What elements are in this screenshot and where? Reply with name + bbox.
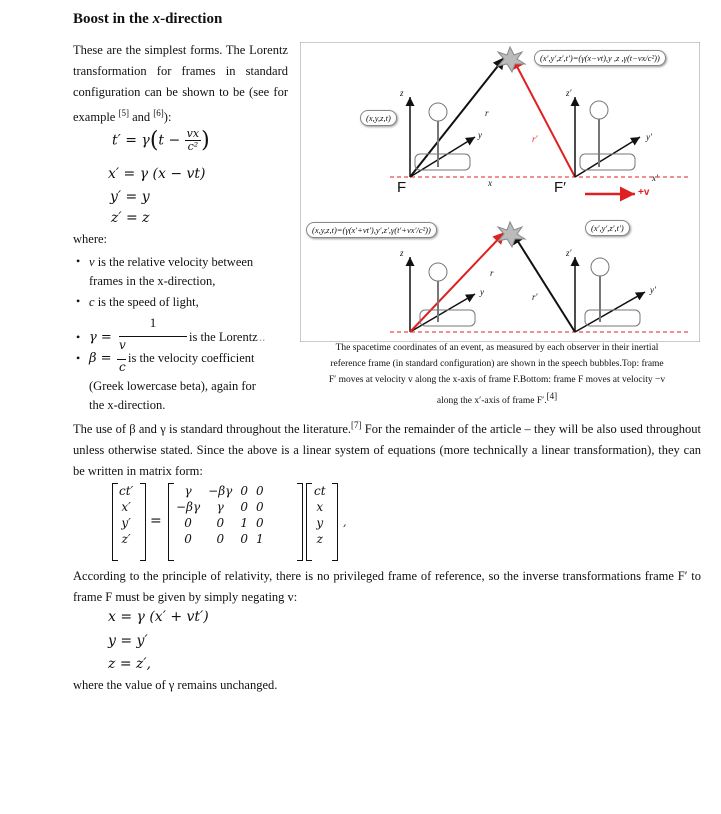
axis-label: y′ <box>650 285 656 295</box>
inverse-equation-y: y = y′ <box>108 633 148 649</box>
matrix-cell: −βγ <box>208 484 233 498</box>
matrix-cell: −βγ <box>176 500 201 514</box>
rhs-cell: z <box>316 532 323 546</box>
matrix-cell: γ <box>184 484 192 498</box>
axis-label: z′ <box>566 248 572 258</box>
matrix-cell: γ <box>216 500 224 514</box>
speech-bubble-top-right: (x′,y′,z′,t′)=(γ(x−vt),y ,z ,γ(t−vx/c²)) <box>534 50 666 66</box>
matrix-cell: 0 <box>255 516 264 530</box>
bullet-velocity: v is the relative velocity between <box>89 255 254 269</box>
frame-label-Fprime: F′ <box>554 179 566 196</box>
matrix-cell: 0 <box>216 532 225 546</box>
lhs-cell: ct′ <box>119 484 134 498</box>
bullet-dot: • <box>76 254 81 268</box>
velocity-label: +v <box>638 187 650 198</box>
citation-link[interactable]: [4] <box>546 391 558 401</box>
matrix-comma: , <box>343 516 347 529</box>
matrix-cell: 0 <box>255 484 264 498</box>
matrix-cell: 0 <box>184 532 192 546</box>
matrix-cell: 0 <box>184 516 192 530</box>
axis-label: z′ <box>566 88 572 98</box>
spacetime-figure <box>300 42 700 342</box>
axis-label: y <box>480 287 484 297</box>
speech-bubble-top-left: (x,y,z,t) <box>360 110 397 126</box>
axis-label: y <box>478 130 482 140</box>
equation-x: x′ = γ (x − vt) <box>108 166 206 182</box>
rhs-cell: x <box>316 500 324 514</box>
paragraph-relativity: According to the principle of relativity, there is no privileged frame of reference, so the inverse transformations frame F′ to frame F must be given by simply negating v: <box>73 569 701 604</box>
bullet-gamma: γ = 1 is the Lorentz .. <box>89 315 266 345</box>
citation-link[interactable]: [7] <box>351 420 362 430</box>
rhs-cell: y <box>316 516 324 530</box>
bullet-dot: • <box>76 330 81 344</box>
intro-paragraph: These are the simplest forms. The Lorentz transformation for frames in standard configuration can be shown to be (see for example [5] and [6]): <box>73 43 288 125</box>
speech-bubble-bottom-right: (x′,y′,z′,t′) <box>585 220 630 236</box>
matrix-cell: 0 <box>255 500 264 514</box>
inverse-equation-x: x = γ (x′ + vt′) <box>108 609 209 625</box>
bullet-beta-cont: the x-direction. <box>89 398 166 412</box>
citation-link[interactable]: [5] <box>118 108 129 118</box>
matrix-cell: 1 <box>255 532 264 546</box>
equation-z: z′ = z <box>111 210 150 226</box>
ray-label: r′ <box>532 292 538 302</box>
final-sentence: where the value of γ remains unchanged. <box>73 678 278 692</box>
axis-label: x <box>488 178 492 188</box>
where-label: where: <box>73 232 108 246</box>
lhs-cell: z′ <box>121 532 131 546</box>
inverse-equation-z: z = z′, <box>108 656 152 672</box>
matrix-cell: 0 <box>240 484 248 498</box>
matrix-rhs <box>310 483 330 547</box>
bullet-dot: • <box>76 294 81 308</box>
bullet-light-speed: c is the speed of light, <box>89 295 199 309</box>
bullet-beta-cont: (Greek lowercase beta), again for <box>89 379 256 393</box>
axis-label: x′ <box>652 173 658 183</box>
speech-bubble-bottom-left: (x,y,z,t)=(γ(x′+vt′),y′,z′,γ(t′+vx′/c²)) <box>306 222 437 238</box>
lhs-cell: y′ <box>121 516 131 530</box>
frame-label-F: F <box>397 179 407 196</box>
bullet-dot: • <box>76 351 81 365</box>
axis-label: z <box>400 88 404 98</box>
matrix-transform <box>172 483 268 547</box>
axis-label: z <box>400 248 404 258</box>
bullet-beta: β = v c is the velocity coefficient <box>89 338 255 374</box>
rhs-cell: ct <box>314 484 326 498</box>
matrix-lhs <box>115 483 137 547</box>
equation-y: y′ = y <box>110 189 150 205</box>
paragraph-notation: The use of β and γ is standard throughout the literature.[7] For the remainder of the article – they will be also used throughout unless otherwise stated. Since the above is a linear system of equations (more technically a linear transformation), they can be written in matrix form: <box>73 420 701 479</box>
figure-caption: The spacetime coordinates of an event, as measured by each observer in their inertial reference frame (in standard configuration) are shown in the speech bubbles.Top: frame F′ moves at velocity v along the x-axis of frame F.Bottom: frame F moves at velocity −v along the x′-axis of frame F′.[4] <box>328 343 666 407</box>
lhs-cell: x′ <box>121 500 131 514</box>
matrix-cell: 0 <box>240 532 248 546</box>
ray-label: r <box>485 108 489 118</box>
bullet-velocity-cont: frames in the x-direction, <box>89 274 216 288</box>
ray-label: r′ <box>532 134 538 144</box>
section-title: Boost in the x-direction <box>73 11 223 27</box>
matrix-equals: = <box>150 513 162 529</box>
ray-label: r <box>490 268 494 278</box>
matrix-cell: 0 <box>240 500 248 514</box>
axis-label: y′ <box>646 132 652 142</box>
citation-link[interactable]: [6] <box>153 108 164 118</box>
matrix-cell: 1 <box>240 516 248 530</box>
equation-t: t′ = γ(t − $\frac{vx}{\text{c²}}$ ) <box>112 127 210 153</box>
matrix-cell: 0 <box>216 516 225 530</box>
